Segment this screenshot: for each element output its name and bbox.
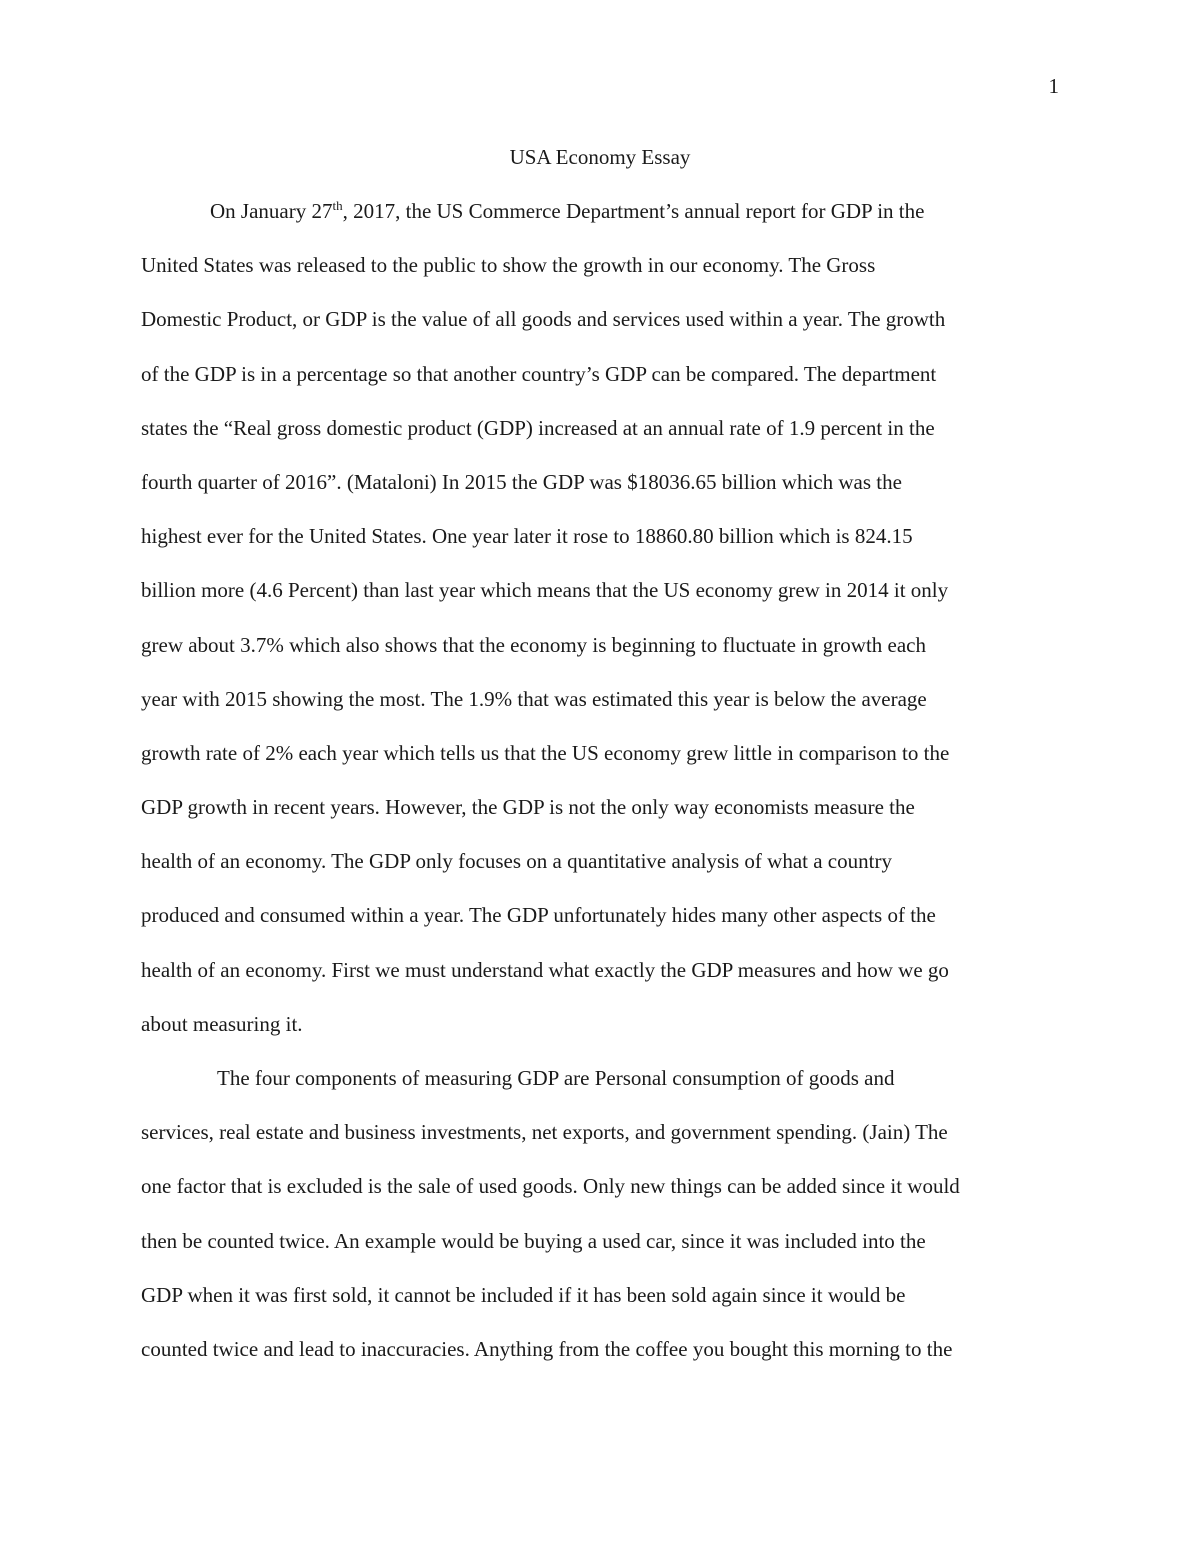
paragraph-2-first-line: The four components of measuring GDP are Personal consumption of goods and (217, 1066, 895, 1090)
paragraph-1-text-before-superscript: On January 27 (210, 199, 333, 223)
paragraph-1-line: highest ever for the United States. One year later it rose to 18860.80 billion which is 824.15 (141, 524, 913, 549)
paragraph-2-line: one factor that is excluded is the sale of used goods. Only new things can be added since it would (141, 1174, 960, 1199)
paragraph-1-line: states the “Real gross domestic product (GDP) increased at an annual rate of 1.9 percent in the (141, 415, 935, 440)
paragraph-2-line: then be counted twice. An example would be buying a used car, since it was included into the (141, 1228, 926, 1253)
paragraph-1-line: billion more (4.6 Percent) than last year which means that the US economy grew in 2014 it only (141, 578, 949, 603)
paragraph-1-line: health of an economy. The GDP only focuses on a quantitative analysis of what a country (141, 849, 892, 874)
paragraph-1-first-line (141, 197, 1061, 251)
essay-body (141, 197, 1061, 1389)
paragraph-1-line: health of an economy. First we must understand what exactly the GDP measures and how we go (141, 957, 949, 982)
paragraph-1-line: United States was released to the public to show the growth in our economy. The Gross (141, 253, 876, 278)
paragraph-2-line: services, real estate and business investments, net exports, and government spending. (Jain) The (141, 1120, 948, 1145)
paragraph-1-line: year with 2015 showing the most. The 1.9% that was estimated this year is below the average (141, 686, 927, 711)
paragraph-1-line: produced and consumed within a year. The GDP unfortunately hides many other aspects of the (141, 903, 936, 928)
paragraph-1-line: of the GDP is in a percentage so that another country’s GDP can be compared. The department (141, 361, 937, 386)
paragraph-1-line: Domestic Product, or GDP is the value of all goods and services used within a year. The growth (141, 307, 946, 332)
paragraph-2-line: GDP when it was first sold, it cannot be included if it has been sold again since it would be (141, 1282, 906, 1307)
paragraph-1-line: GDP growth in recent years. However, the GDP is not the only way economists measure the (141, 795, 915, 820)
paragraph-1-line: about measuring it. (141, 1011, 303, 1036)
paragraph-1-text-after-superscript: , 2017, the US Commerce Department’s annual report for GDP in the (342, 199, 925, 223)
ordinal-superscript: th (332, 198, 343, 213)
paragraph-2-line: counted twice and lead to inaccuracies. Anything from the coffee you bought this morning to the (141, 1336, 953, 1361)
paragraph-1-line: growth rate of 2% each year which tells us that the US economy grew little in comparison to the (141, 740, 950, 765)
page-number: 1 (1048, 74, 1059, 98)
essay-title: USA Economy Essay (509, 145, 691, 169)
paragraph-1-line: fourth quarter of 2016”. (Mataloni) In 2015 the GDP was $18036.65 billion which was the (141, 469, 902, 494)
paragraph-1-line: grew about 3.7% which also shows that the economy is beginning to fluctuate in growth each (141, 632, 926, 657)
